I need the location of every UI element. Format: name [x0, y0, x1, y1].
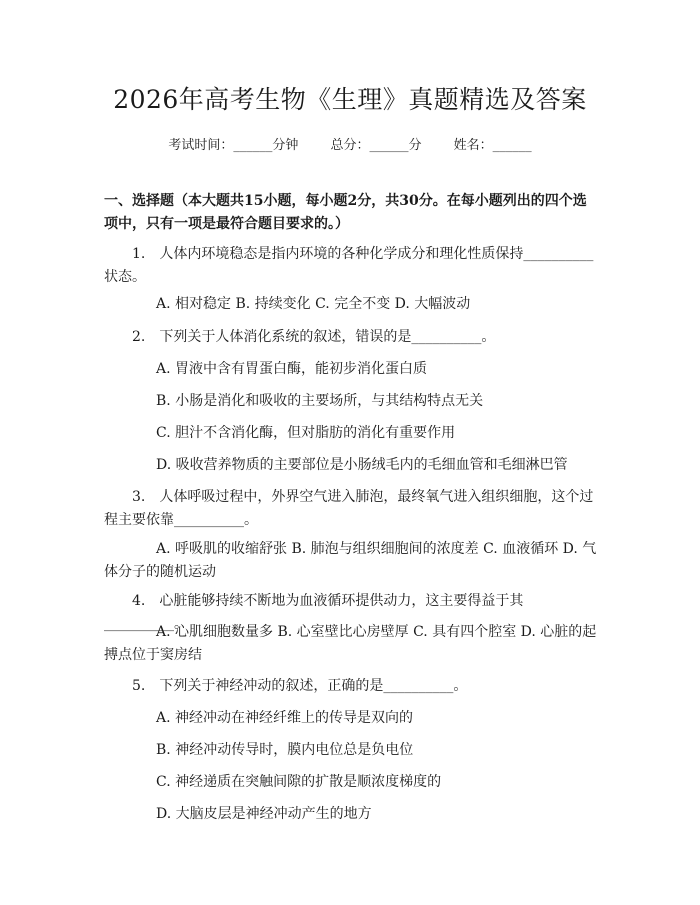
question-5-option-b: B. 神经冲动传导时，膜内电位总是负电位 — [156, 742, 414, 758]
question-2-option-c: C. 胆汁不含消化酶，但对脂肪的消化有重要作用 — [156, 425, 456, 441]
page-title: 2026年高考生物《生理》真题精选及答案 — [113, 85, 587, 114]
question-5-option-d: D. 大脑皮层是神经冲动产生的地方 — [156, 806, 372, 822]
total-score-label: 总分：______分 — [330, 138, 422, 153]
question-4-options: A. 心肌细胞数量多 B. 心室壁比心房壁厚 C. 具有四个腔室 D. 心脏的起搏点位于窦房结 — [104, 624, 597, 663]
exam-time-label: 考试时间：______分钟 — [168, 138, 299, 153]
question-3-stem: 3. 人体呼吸过程中，外界空气进入肺泡，最终氧气进入组织细胞，这个过程主要依靠__________。 — [104, 489, 594, 528]
question-2-stem: 2. 下列关于人体消化系统的叙述，错误的是__________。 — [132, 329, 496, 345]
question-5-option-a: A. 神经冲动在神经纤维上的传导是双向的 — [156, 710, 414, 726]
student-name-label: 姓名：______ — [453, 138, 532, 153]
question-1-options: A. 相对稳定 B. 持续变化 C. 完全不变 D. 大幅波动 — [156, 296, 471, 312]
exam-meta — [0, 134, 700, 153]
section-heading: 一、选择题（本大题共15小题，每小题2分，共30分。在每小题列出的四个选项中，只有一项是最符合题目要求的。） — [104, 193, 587, 232]
question-3-options: A. 呼吸肌的收缩舒张 B. 肺泡与组织细胞间的浓度差 C. 血液循环 D. 气体分子的随机运动 — [104, 541, 597, 580]
question-2-option-b: B. 小肠是消化和吸收的主要场所，与其结构特点无关 — [156, 393, 484, 409]
question-5-stem: 5. 下列关于神经冲动的叙述，正确的是__________。 — [132, 678, 468, 694]
question-5-option-c: C. 神经递质在突触间隙的扩散是顺浓度梯度的 — [156, 774, 442, 790]
question-4-stem: 4. 心脏能够持续不断地为血液循环提供动力，这主要得益于其__________。 — [104, 593, 524, 632]
question-1-stem: 1. 人体内环境稳态是指内环境的各种化学成分和理化性质保持__________状态。 — [104, 246, 594, 285]
question-2-option-a: A. 胃液中含有胃蛋白酶，能初步消化蛋白质 — [156, 361, 428, 377]
question-2-option-d: D. 吸收营养物质的主要部位是小肠绒毛内的毛细血管和毛细淋巴管 — [156, 457, 568, 473]
